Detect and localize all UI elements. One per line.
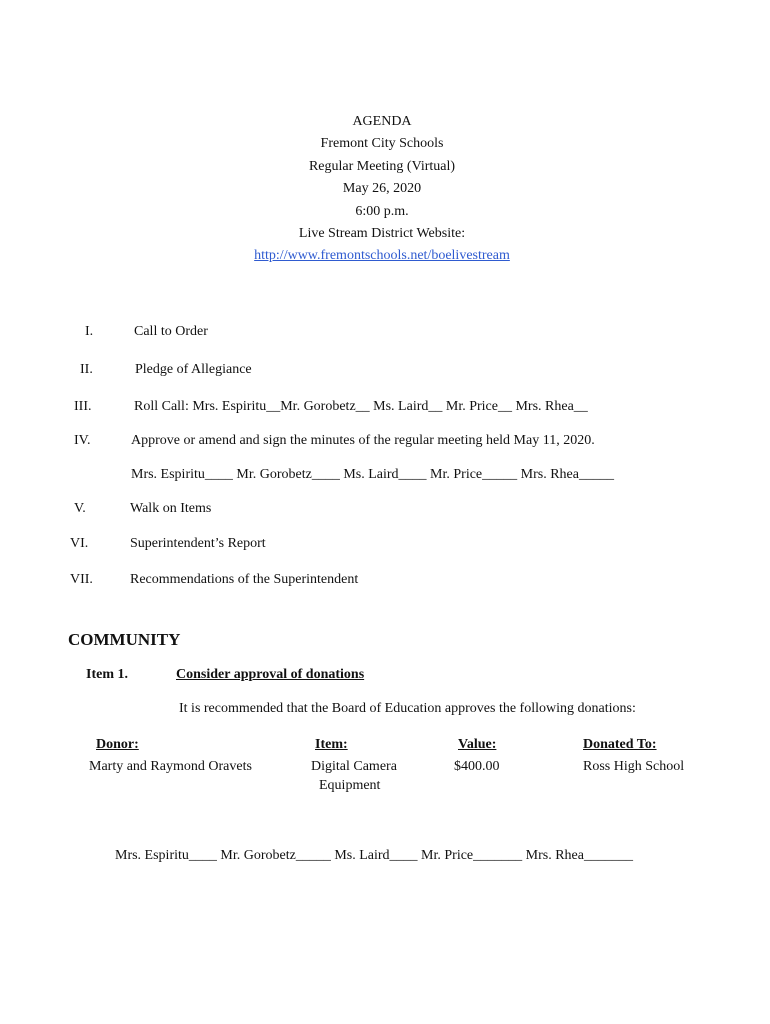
agenda-num: III. — [74, 399, 92, 414]
agenda-item: Roll Call: Mrs. Espiritu__Mr. Gorobetz__ Ms. Laird__ Mr. Price__ Mrs. Rhea__ — [134, 399, 588, 414]
item-cell-line1: Digital Camera — [311, 759, 397, 774]
agenda-item: Call to Order — [134, 324, 208, 339]
agenda-num: II. — [80, 362, 93, 377]
vote-line: Mrs. Espiritu____ Mr. Gorobetz_____ Ms. Laird____ Mr. Price_______ Mrs. Rhea_______ — [115, 848, 633, 863]
donated-to-cell: Ross High School — [583, 759, 685, 774]
value-cell: $400.00 — [454, 759, 500, 774]
item-label: Item 1. — [86, 667, 128, 682]
stream-label: Live Stream District Website: — [298, 226, 466, 241]
agenda-item: Pledge of Allegiance — [135, 362, 252, 377]
meeting-type: Regular Meeting (Virtual) — [308, 159, 456, 174]
agenda-item: Walk on Items — [130, 501, 212, 516]
agenda-num: I. — [85, 324, 94, 339]
agenda-num: VI. — [70, 536, 89, 551]
donor-cell: Marty and Raymond Oravets — [89, 759, 252, 774]
org-name: Fremont City Schools — [320, 136, 444, 151]
item-cell-line2: Equipment — [319, 778, 381, 793]
item-title: Consider approval of donations — [176, 667, 365, 682]
agenda-num: IV. — [74, 433, 91, 448]
table-header-item: Item: — [315, 737, 348, 752]
agenda-item: Recommendations of the Superintendent — [130, 572, 359, 587]
recommendation-text: It is recommended that the Board of Education approves the following donations: — [179, 701, 636, 716]
stream-link[interactable]: http://www.fremontschools.net/boelivestream — [254, 248, 510, 263]
agenda-item: Superintendent’s Report — [130, 536, 266, 551]
agenda-title: AGENDA — [352, 114, 412, 129]
agenda-vote-line: Mrs. Espiritu____ Mr. Gorobetz____ Ms. Laird____ Mr. Price_____ Mrs. Rhea_____ — [131, 467, 614, 482]
stream-link-row — [0, 248, 764, 264]
table-header-donated-to: Donated To: — [583, 737, 657, 752]
agenda-item: Approve or amend and sign the minutes of the regular meeting held May 11, 2020. — [131, 433, 595, 448]
meeting-time: 6:00 p.m. — [355, 204, 409, 219]
community-heading: COMMUNITY — [68, 630, 181, 649]
meeting-date: May 26, 2020 — [342, 181, 422, 196]
table-header-donor: Donor: — [96, 737, 139, 752]
agenda-num: VII. — [70, 572, 93, 587]
agenda-num: V. — [74, 501, 86, 516]
table-header-value: Value: — [458, 737, 497, 752]
